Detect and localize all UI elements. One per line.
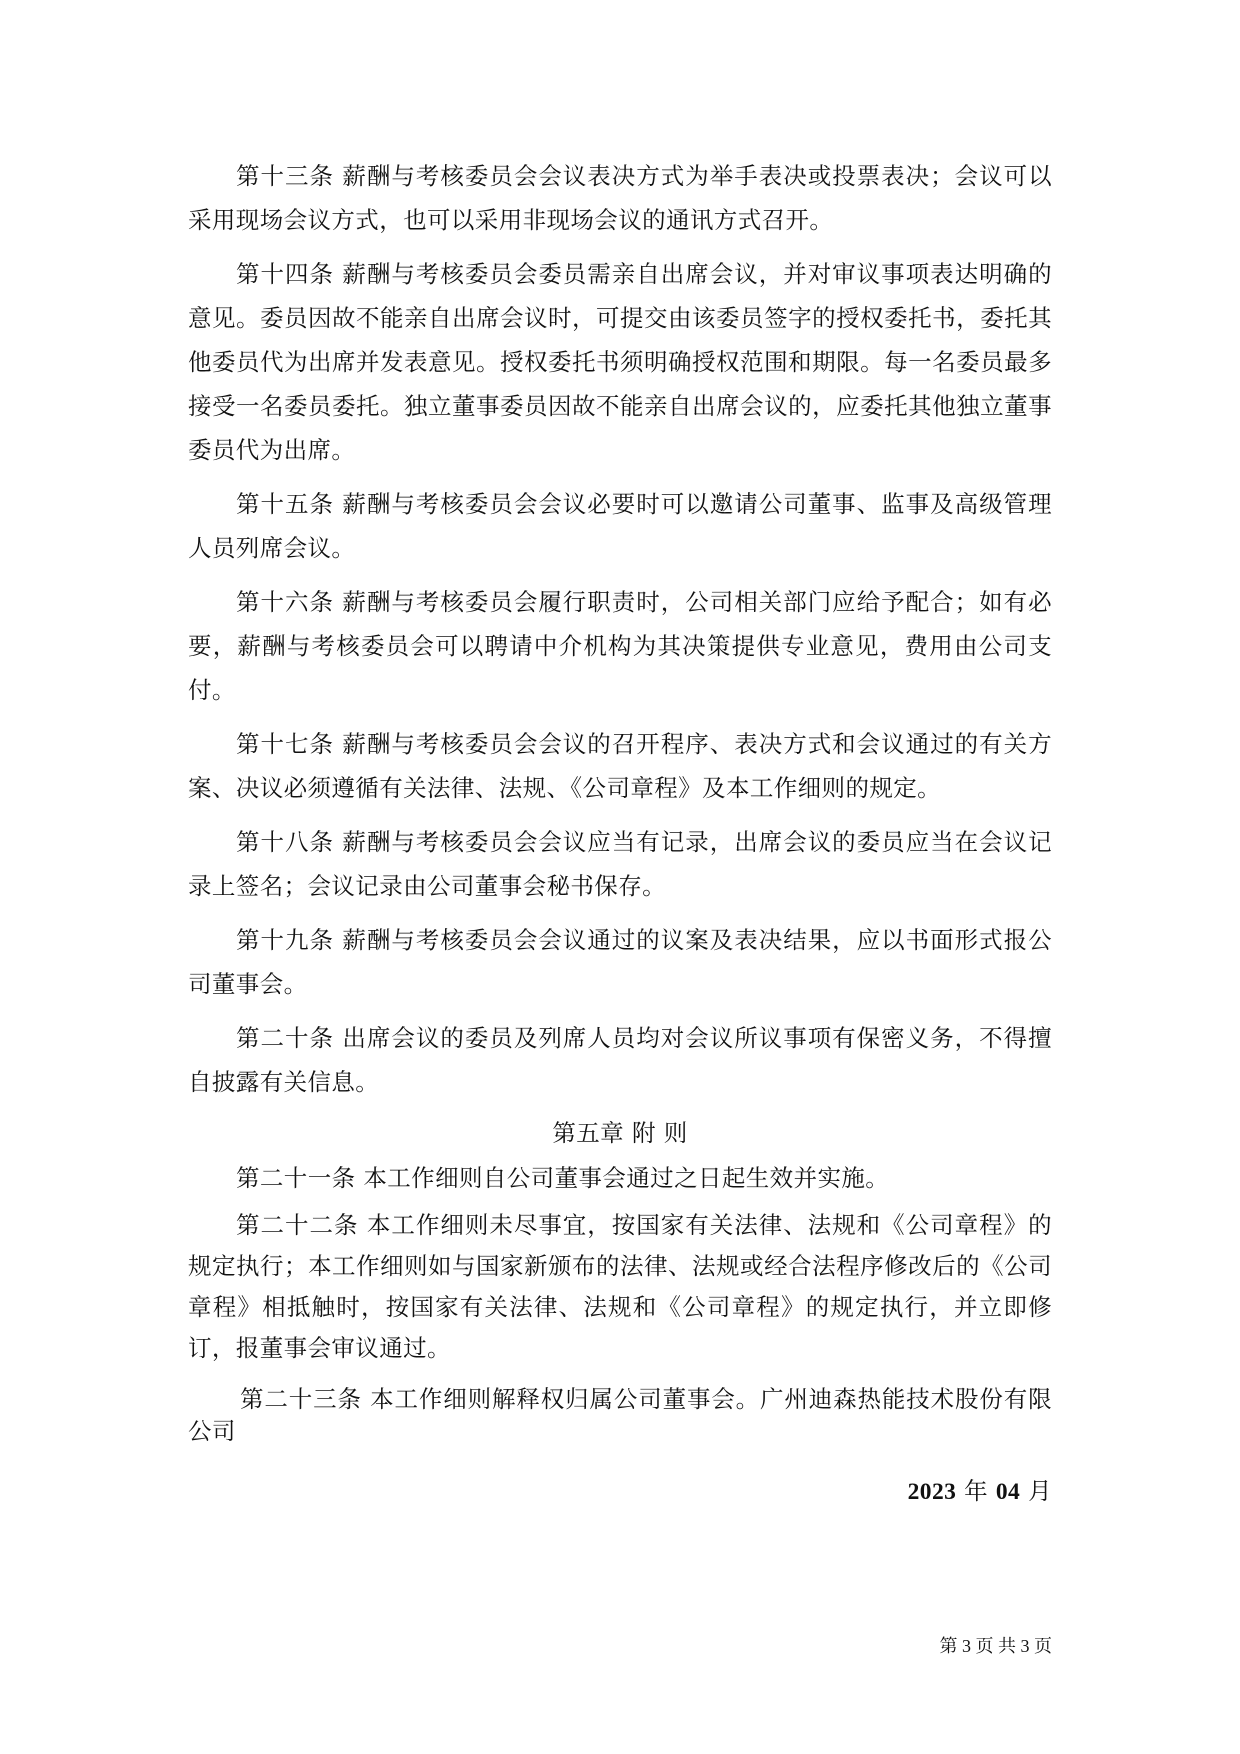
article-19: 第十九条 薪酬与考核委员会会议通过的议案及表决结果，应以书面形式报公司董事会。 <box>188 926 1052 998</box>
chapter-title: 第五章 附 则 <box>552 1119 688 1147</box>
article-21: 第二十一条 本工作细则自公司董事会通过之日起生效并实施。 <box>236 1164 890 1192</box>
date-month: 04 <box>995 1479 1021 1505</box>
chapter-four-articles <box>188 154 1052 1114</box>
article-18: 第十八条 薪酬与考核委员会会议应当有记录，出席会议的委员应当在会议记录上签名；会议记录由公司董事会秘书保存。 <box>188 828 1052 900</box>
article-16: 第十六条 薪酬与考核委员会履行职责时，公司相关部门应给予配合；如有必要，薪酬与考核委员会可以聘请中介机构为其决策提供专业意见，费用由公司支付。 <box>188 588 1052 704</box>
annex-articles <box>188 1158 1052 1453</box>
article-20: 第二十条 出席会议的委员及列席人员均对会议所议事项有保密义务，不得擅自披露有关信息。 <box>188 1024 1052 1096</box>
article-14: 第十四条 薪酬与考核委员会委员需亲自出席会议，并对审议事项表达明确的意见。委员因故不能亲自出席会议时，可提交由该委员签字的授权委托书，委托其他委员代为出席并发表意见。授权委托书须明确授权范围和期限。每一名委员最多接受一名委员委托。独立董事委员因故不能亲自出席会议的，应委托其他独立董事委员代为出席。 <box>188 260 1052 464</box>
date-year-unit: 年 <box>964 1477 989 1505</box>
page-number-footer: 第 3 页 共 3 页 <box>939 1636 1052 1656</box>
document-date <box>908 1473 1052 1510</box>
article-17: 第十七条 薪酬与考核委员会会议的召开程序、表决方式和会议通过的有关方案、决议必须遵循有关法律、法规、《公司章程》及本工作细则的规定。 <box>188 730 1052 802</box>
date-month-unit: 月 <box>1028 1477 1052 1505</box>
date-year: 2023 <box>907 1479 957 1505</box>
article-15: 第十五条 薪酬与考核委员会会议必要时可以邀请公司董事、监事及高级管理人员列席会议。 <box>188 490 1052 562</box>
article-13: 第十三条 薪酬与考核委员会会议表决方式为举手表决或投票表决；会议可以采用现场会议方式，也可以采用非现场会议的通讯方式召开。 <box>188 162 1052 234</box>
article-23: 第二十三条 本工作细则解释权归属公司董事会。广州迪森热能技术股份有限公司 <box>188 1385 1052 1445</box>
article-22: 第二十二条 本工作细则未尽事宜，按国家有关法律、法规和《公司章程》的规定执行；本工作细则如与国家新颁布的法律、法规或经合法程序修改后的《公司章程》相抵触时，按国家有关法律、法规和《公司章程》的规定执行，并立即修订，报董事会审议通过。 <box>188 1211 1052 1362</box>
